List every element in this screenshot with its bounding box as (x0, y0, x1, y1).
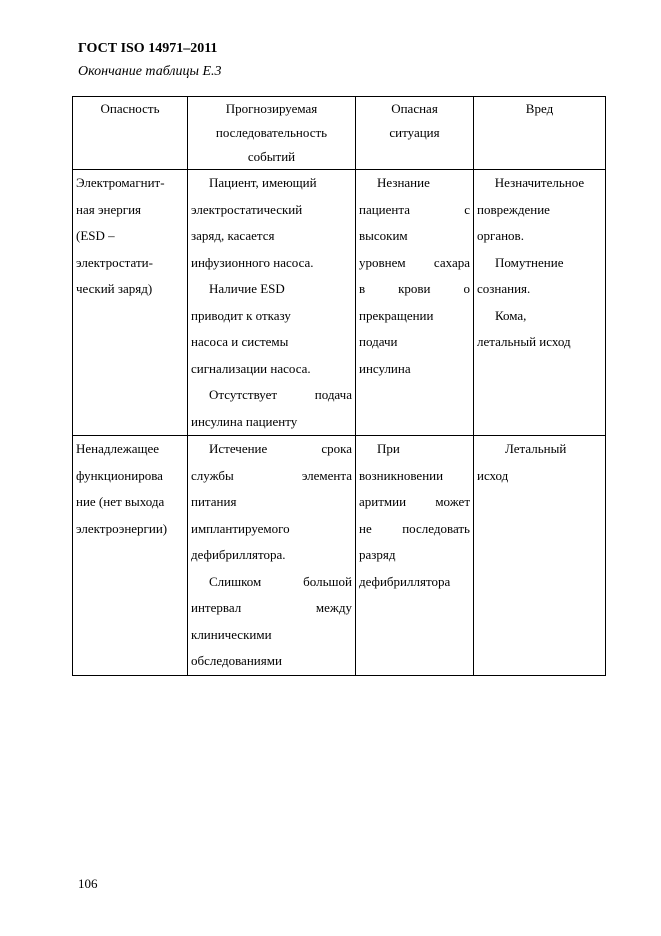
situation-cell: Незнание пациента с высоким уровнем сахара в крови о прекращении подачи инсулина (356, 170, 474, 436)
hazard-cell: Электромагнит- ная энергия (ESD – электростати- ческий заряд) (73, 170, 188, 436)
sequence-cell: Пациент, имеющий электростатический заряд, касается инфузионного насоса. Наличие ESD приводит к отказу насоса и системы сигнализации насоса. Отсутствует подача инсулина пациенту (188, 170, 356, 436)
header-sequence: Прогнозируемая последовательность событий (188, 97, 356, 170)
situation-cell: При возникновении аритмии может не последовать разряд дефибриллятора (356, 436, 474, 676)
harm-cell: Летальный исход (474, 436, 606, 676)
table-caption: Окончание таблицы Е.3 (78, 64, 222, 79)
harm-cell: Незначительное повреждение органов. Помутнение сознания. Кома, летальный исход (474, 170, 606, 436)
table-row (73, 170, 606, 436)
table-header-row (73, 97, 606, 170)
hazard-cell: Ненадлежащее функционирова ние (нет выхода электроэнергии) (73, 436, 188, 676)
header-hazard: Опасность (73, 97, 188, 170)
sequence-cell: Истечение срока службы элемента питания имплантируемого дефибриллятора. Слишком большой интервал между клиническими обследованиями (188, 436, 356, 676)
page-number: 106 (78, 876, 98, 891)
hazard-table (72, 96, 606, 676)
table-row (73, 436, 606, 676)
header-situation: Опасная ситуация (356, 97, 474, 170)
document-standard-id: ГОСТ ISO 14971–2011 (78, 41, 218, 56)
header-harm: Вред (474, 97, 606, 170)
